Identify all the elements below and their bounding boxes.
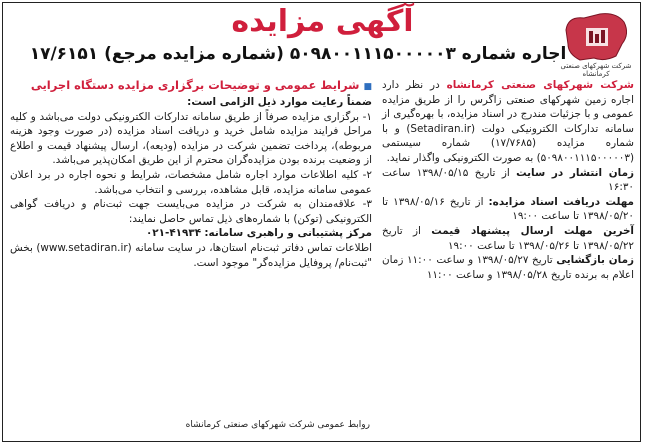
- receive-label: مهلت دریافت اسناد مزایده:: [488, 195, 634, 208]
- must-label: ضمناً رعایت موارد ذیل الزامی است:: [187, 96, 372, 108]
- condition-item-3: ۳- علاقه‌مندان به شرکت در مزایده می‌بایست جهت ثبت‌نام و دریافت گواهی الکترونیکی (توکن) با شماره‌های ذیل تماس حاصل نمایند:: [10, 198, 372, 225]
- section-title-text: شرایط عمومی و توضیحات برگزاری مزایده دستگاه اجرایی: [30, 78, 360, 92]
- lease-number: اجاره شماره ۵۰۹۸۰۰۱۱۱۵۰۰۰۰۰۳ (شماره مزایده مرجع) ۱۷/۶۱۵۱: [29, 44, 567, 64]
- support-line: [10, 226, 372, 241]
- publish-value: از تاریخ ۱۳۹۸/۰۵/۱۵ ساعت ۱۶:۳۰: [382, 166, 634, 194]
- condition-item-1: ۱- برگزاری مزایده صرفاً از طریق سامانه تدارکات الکترونیکی دولت می‌باشد و کلیه مراحل فرایند مزایده شامل خرید و دریافت اسناد مزایده (در صورت وجود هزینه مربوطه)، پرداخت تضمین شرکت در مزایده (ودیعه)، ارسال پیشنهاد قیمت و اطلاع از وضعیت برنده بودن مزایده‌گران محترم از این طریق امکان‌پذیر می‌باشد.: [10, 110, 372, 167]
- deadline-label: آخرین مهلت ارسال پیشنهاد قیمت: [431, 224, 634, 237]
- section-title: [10, 78, 372, 95]
- footer-signature: روابط عمومی شرکت شهرکهای صنعتی کرمانشاه: [185, 420, 370, 430]
- support-label: مرکز پشتیبانی و راهبری سامانه:: [204, 227, 372, 240]
- intro-text: در نظر دارد اجاره زمین شهرکهای صنعتی زاگرس را از طریق مزایده عمومی و با جزئیات مندرج در اسناد مزایده، با بهره‌گیری از سامانه تدارکات الکترونیکی دولت (Setadiran.ir) و با شماره مزایده (۱۷/۷۶۸۵) شماره سیستمی (۵۰۹۸۰۰۱۱۱۵۰۰۰۰۰۳) به صورت الکترونیکی واگذار نماید.: [382, 79, 634, 164]
- support-phone: ۴۱۹۳۴-۰۲۱: [145, 227, 202, 240]
- right-column: [382, 78, 634, 282]
- deadline-value: از تاریخ ۱۳۹۸/۰۵/۲۲ تا ۱۳۹۸/۰۵/۲۶ تا ساعت ۱۹:۰۰: [382, 224, 634, 252]
- publish-time: [382, 166, 634, 195]
- receive-value: از تاریخ ۱۳۹۸/۰۵/۱۶ تا ۱۳۹۸/۰۵/۲۰ تا ساعت ۱۹:۰۰: [382, 195, 634, 223]
- organization-name: شرکت شهرکهای صنعتی کرمانشاه: [446, 79, 634, 91]
- bid-deadline: [382, 224, 634, 253]
- ad-title: آگهی مزایده: [231, 4, 414, 39]
- publish-label: زمان انتشار در سایت: [516, 166, 634, 179]
- opening-label: زمان بازگشایی: [556, 254, 634, 267]
- logo-caption: شرکت شهرکهای صنعتی کرمانشاه: [560, 62, 632, 78]
- intro-paragraph: [382, 78, 634, 166]
- opening-value: تاریخ ۱۳۹۸/۰۵/۲۷ و ساعت ۱۱:۰۰ زمان اعلام به برنده تاریخ ۱۳۹۸/۰۵/۲۸ و ساعت ۱۱:۰۰: [382, 254, 634, 281]
- receive-deadline: [382, 195, 634, 224]
- square-bullet-icon: ■: [363, 82, 372, 92]
- opening-time: [382, 253, 634, 282]
- left-column: [10, 78, 372, 270]
- condition-item-2: ۲- کلیه اطلاعات موارد اجاره شامل مشخصات، شرایط و نحوه اجاره در برد اعلان عمومی سامانه مزایده، قابل مشاهده، بررسی و انتخاب می‌باشد.: [10, 168, 372, 196]
- info-text: اطلاعات تماس دفاتر ثبت‌نام استان‌ها، در سایت سامانه (www.setadiran.ir) بخش "ثبت‌نام/ پروفایل مزایده‌گر" موجود است.: [10, 241, 372, 269]
